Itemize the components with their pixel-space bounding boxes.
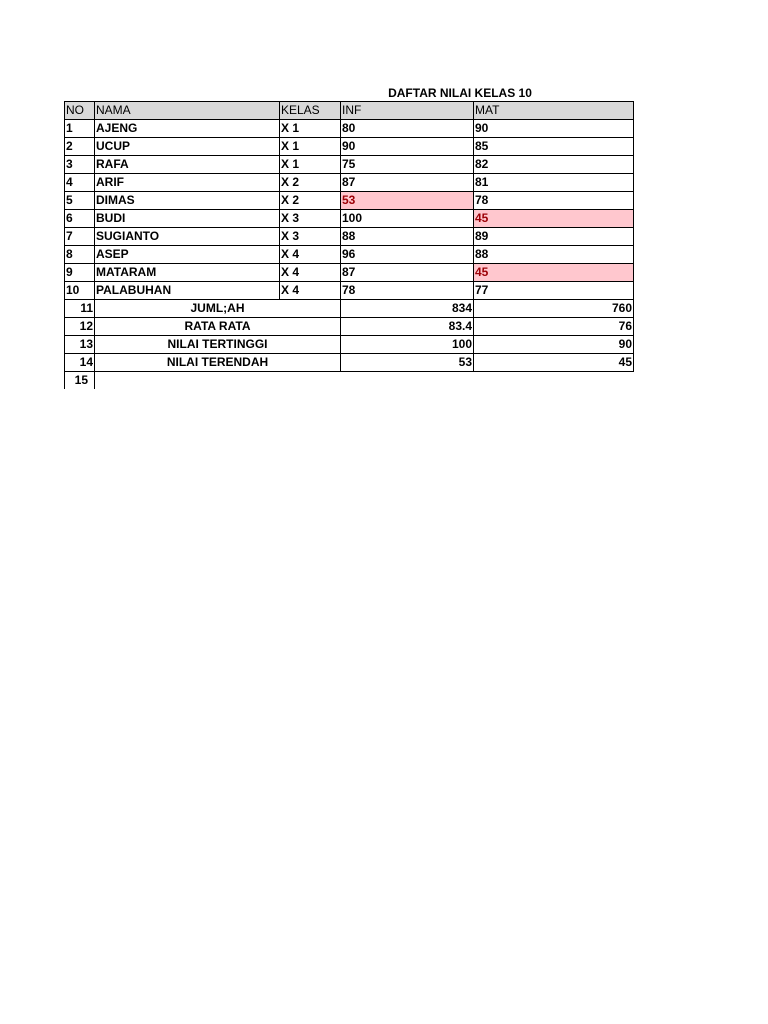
cell-kelas[interactable]: X 2 [280,174,341,192]
summary-label[interactable]: NILAI TERENDAH [95,354,341,372]
summary-inf[interactable]: 53 [341,354,474,372]
cell-no[interactable]: 7 [65,228,95,246]
cell-mat[interactable]: 77 [474,282,634,300]
cell-no[interactable]: 8 [65,246,95,264]
cell-no[interactable]: 5 [65,192,95,210]
summary-mat[interactable]: 76 [474,318,634,336]
table-row [65,120,634,138]
cell-inf[interactable]: 96 [341,246,474,264]
summary-label[interactable]: JUML;AH [95,300,341,318]
cell-no[interactable]: 6 [65,210,95,228]
table-row [65,264,634,282]
cell-inf[interactable]: 100 [341,210,474,228]
summary-mat[interactable]: 760 [474,300,634,318]
summary-no[interactable]: 12 [65,318,95,336]
cell-no[interactable]: 4 [65,174,95,192]
summary-inf[interactable]: 83.4 [341,318,474,336]
cell-nama[interactable]: UCUP [95,138,280,156]
cell-mat[interactable]: 78 [474,192,634,210]
cell-nama[interactable]: AJENG [95,120,280,138]
table-row [65,246,634,264]
summary-mat[interactable]: 90 [474,336,634,354]
cell-inf[interactable]: 78 [341,282,474,300]
summary-label[interactable]: NILAI TERTINGGI [95,336,341,354]
header-row [65,102,634,120]
summary-no[interactable]: 13 [65,336,95,354]
sheet-title: DAFTAR NILAI KELAS 10 [388,86,532,100]
empty-row [65,372,634,390]
cell-inf[interactable]: 87 [341,264,474,282]
cell-no[interactable]: 1 [65,120,95,138]
cell-mat-low[interactable]: 45 [474,210,634,228]
summary-no[interactable]: 11 [65,300,95,318]
table-row [65,156,634,174]
table-row [65,174,634,192]
summary-no[interactable]: 14 [65,354,95,372]
empty-row-area[interactable] [95,372,634,390]
cell-nama[interactable]: ARIF [95,174,280,192]
table-row [65,282,634,300]
table-row [65,138,634,156]
summary-inf[interactable]: 100 [341,336,474,354]
grades-table [64,101,634,389]
cell-nama[interactable]: SUGIANTO [95,228,280,246]
cell-nama[interactable]: BUDI [95,210,280,228]
cell-kelas[interactable]: X 4 [280,264,341,282]
empty-row-no[interactable]: 15 [65,372,95,390]
header-kelas[interactable]: KELAS [280,102,341,120]
summary-row [65,318,634,336]
cell-inf[interactable]: 80 [341,120,474,138]
summary-mat[interactable]: 45 [474,354,634,372]
cell-kelas[interactable]: X 4 [280,282,341,300]
table-row [65,210,634,228]
cell-nama[interactable]: PALABUHAN [95,282,280,300]
cell-inf[interactable]: 90 [341,138,474,156]
cell-mat[interactable]: 90 [474,120,634,138]
cell-kelas[interactable]: X 3 [280,210,341,228]
header-mat[interactable]: MAT [474,102,634,120]
cell-kelas[interactable]: X 1 [280,138,341,156]
cell-inf-low[interactable]: 53 [341,192,474,210]
table-row [65,228,634,246]
cell-inf[interactable]: 88 [341,228,474,246]
summary-inf[interactable]: 834 [341,300,474,318]
cell-mat[interactable]: 82 [474,156,634,174]
cell-mat[interactable]: 81 [474,174,634,192]
summary-row [65,300,634,318]
cell-mat-low[interactable]: 45 [474,264,634,282]
cell-mat[interactable]: 89 [474,228,634,246]
cell-nama[interactable]: ASEP [95,246,280,264]
cell-no[interactable]: 3 [65,156,95,174]
cell-nama[interactable]: RAFA [95,156,280,174]
cell-nama[interactable]: DIMAS [95,192,280,210]
cell-no[interactable]: 10 [65,282,95,300]
summary-row [65,354,634,372]
header-inf[interactable]: INF [341,102,474,120]
cell-kelas[interactable]: X 1 [280,120,341,138]
cell-kelas[interactable]: X 2 [280,192,341,210]
cell-kelas[interactable]: X 4 [280,246,341,264]
header-nama[interactable]: NAMA [95,102,280,120]
cell-inf[interactable]: 87 [341,174,474,192]
cell-no[interactable]: 9 [65,264,95,282]
cell-no[interactable]: 2 [65,138,95,156]
cell-kelas[interactable]: X 1 [280,156,341,174]
summary-label[interactable]: RATA RATA [95,318,341,336]
summary-row [65,336,634,354]
table-row [65,192,634,210]
cell-kelas[interactable]: X 3 [280,228,341,246]
cell-nama[interactable]: MATARAM [95,264,280,282]
cell-mat[interactable]: 88 [474,246,634,264]
header-no[interactable]: NO [65,102,95,120]
cell-mat[interactable]: 85 [474,138,634,156]
cell-inf[interactable]: 75 [341,156,474,174]
